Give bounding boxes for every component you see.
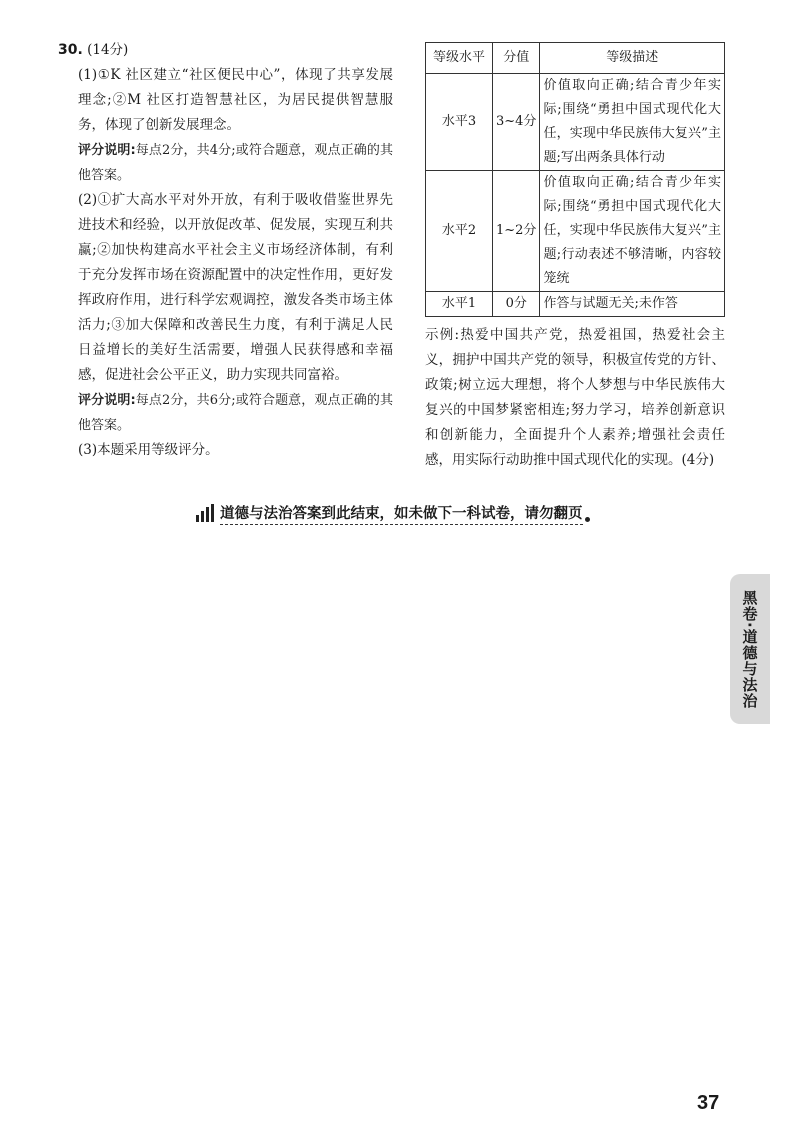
scoring-note-text: 每点2分，共6分;或符合题意，观点正确的其他答案。 — [78, 393, 393, 433]
grade-table-header-row — [426, 43, 725, 74]
description-cell: 作答与试题无关;未作答 — [540, 292, 725, 317]
example-answer: 示例:热爱中国共产党，热爱祖国，热爱社会主义，拥护中国共产党的领导，积极宣传党的方针、政策;树立远大理想，将个人梦想与中华民族伟大复兴的中国梦紧密相连;努力学习，培养创新意识和创新能力，全面提升个人素养;增强社会责任感，用实际行动助推中国式现代化的实现。(4分) — [425, 327, 725, 468]
bar-chart-icon — [196, 504, 216, 522]
level-cell: 水平1 — [426, 292, 493, 317]
description-cell: 价值取向正确;结合青少年实际;围绕“勇担中国式现代化大任，实现中华民族伟大复兴”主题;行动表述不够清晰，内容较笼统 — [540, 171, 725, 292]
level-cell: 水平2 — [426, 171, 493, 292]
scoring-note-2 — [58, 388, 393, 438]
header-level: 等级水平 — [426, 43, 493, 74]
answer-column-right — [425, 42, 725, 473]
answer-part-2: (2)①扩大高水平对外开放，有利于吸收借鉴世界先进技术和经验，以开放促改革、促发展，实现互利共赢;②加快构建高水平社会主义市场经济体制，有利于充分发挥市场在资源配置中的决定性作用，更好发挥政府作用，进行科学宏观调控，激发各类市场主体活力;③加大保障和改善民生力度，有利于满足人民日益增长的美好生活需要，增强人民获得感和幸福感，促进社会公平正义，助力实现共同富裕。 — [78, 192, 393, 383]
scoring-note-label: 评分说明: — [78, 393, 136, 408]
table-row — [426, 171, 725, 292]
question-number: 30. — [58, 42, 83, 58]
grade-table — [425, 42, 725, 317]
description-cell: 价值取向正确;结合青少年实际;围绕“勇担中国式现代化大任，实现中华民族伟大复兴”主题;写出两条具体行动 — [540, 74, 725, 171]
score-cell: 3~4分 — [493, 74, 540, 171]
end-banner-text: 道德与法治答案到此结束，如未做下一科试卷，请勿翻页 — [220, 502, 583, 525]
scoring-note-label: 评分说明: — [78, 143, 136, 158]
question-points: (14分) — [87, 42, 129, 58]
table-row — [426, 74, 725, 171]
answer-part-3: (3)本题采用等级评分。 — [78, 442, 219, 458]
question-header — [58, 38, 393, 63]
score-cell: 1~2分 — [493, 171, 540, 292]
page-number: 37 — [697, 1092, 720, 1114]
answer-column-left — [58, 38, 393, 463]
level-cell: 水平3 — [426, 74, 493, 171]
table-row — [426, 292, 725, 317]
scoring-note-text: 每点2分，共4分;或符合题意，观点正确的其他答案。 — [78, 143, 393, 183]
subject-side-tab — [730, 574, 770, 724]
end-of-subject-banner — [196, 500, 596, 526]
answer-part-1: (1)①K 社区建立“社区便民中心”，体现了共享发展理念;②M 社区打造智慧社区，为居民提供智慧服务，体现了创新发展理念。 — [78, 67, 393, 133]
dot-icon — [585, 517, 590, 522]
side-tab-label: 黑卷·道德与法治 — [740, 589, 759, 709]
header-description: 等级描述 — [540, 43, 725, 74]
score-cell: 0分 — [493, 292, 540, 317]
scoring-note-1 — [58, 138, 393, 188]
header-score: 分值 — [493, 43, 540, 74]
